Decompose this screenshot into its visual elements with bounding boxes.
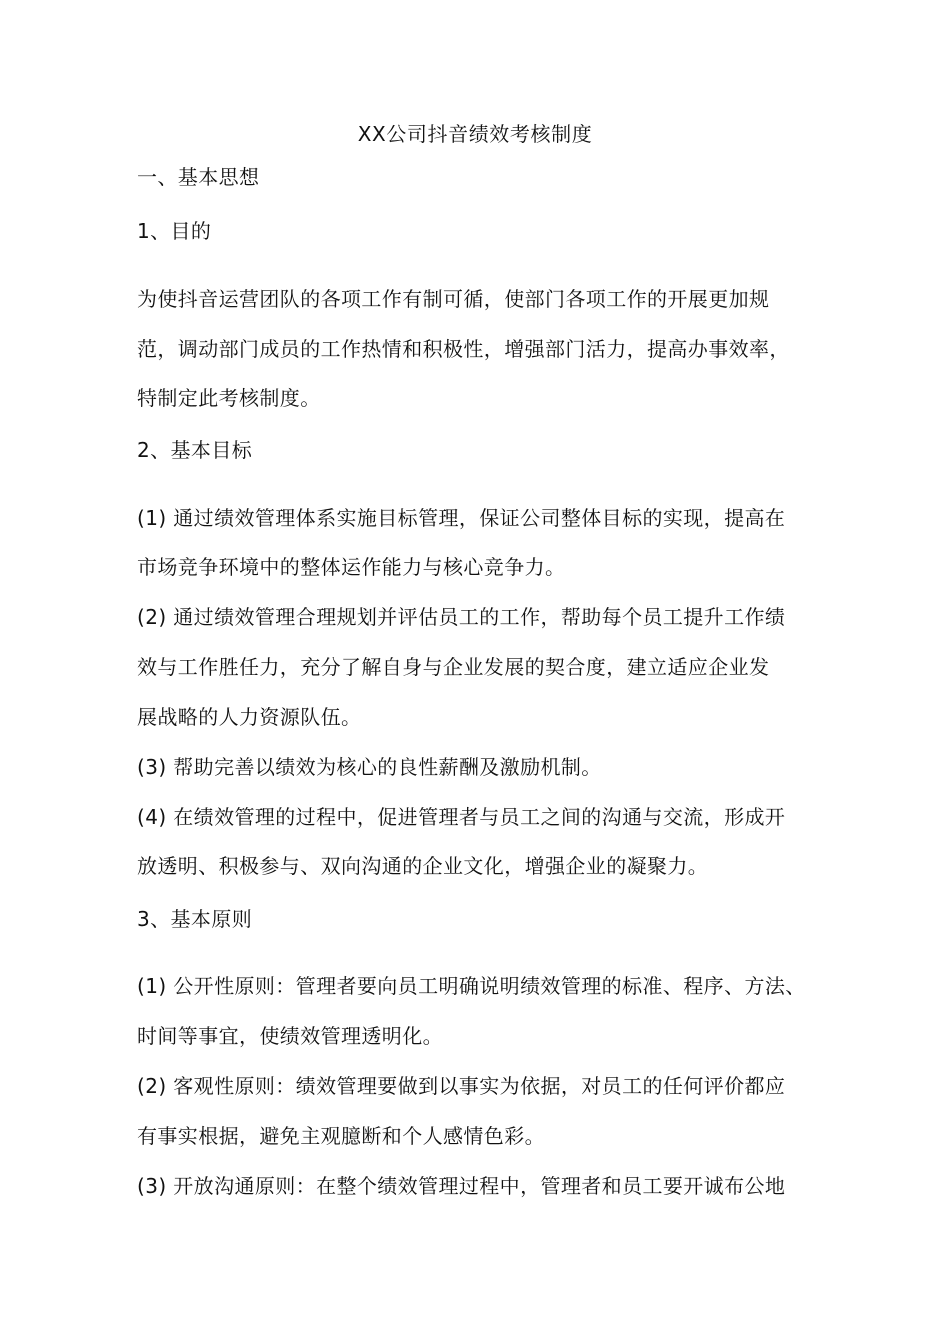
goals-line: 市场竞争环境中的整体运作能力与核心竞争力。 (137, 555, 566, 579)
goals-line: (2) 通过绩效管理合理规划并评估员工的工作，帮助每个员工提升工作绩 (137, 605, 786, 629)
principles-line: 有事实根据，避免主观臆断和个人感情色彩。 (137, 1124, 545, 1148)
principles-line: (1) 公开性原则：管理者要向员工明确说明绩效管理的标准、程序、方法、 (137, 974, 806, 998)
principles-line: (3) 开放沟通原则：在整个绩效管理过程中，管理者和员工要开诚布公地 (137, 1174, 786, 1198)
document-title: XX公司抖音绩效考核制度 (357, 122, 593, 146)
subheading-basic-principles: 3、基本原则 (137, 907, 253, 931)
goals-line: 展战略的人力资源队伍。 (137, 705, 362, 729)
purpose-line: 为使抖音运营团队的各项工作有制可循，使部门各项工作的开展更加规 (137, 287, 770, 311)
purpose-line: 范，调动部门成员的工作热情和积极性，增强部门活力，提高办事效率， (137, 337, 790, 361)
subheading-basic-goals: 2、基本目标 (137, 438, 253, 462)
principles-line: (2) 客观性原则：绩效管理要做到以事实为依据，对员工的任何评价都应 (137, 1074, 786, 1098)
goals-line: (4) 在绩效管理的过程中，促进管理者与员工之间的沟通与交流，形成开 (137, 805, 786, 829)
goals-line: (3) 帮助完善以绩效为核心的良性薪酬及激励机制。 (137, 755, 602, 779)
goals-line: 效与工作胜任力，充分了解自身与企业发展的契合度，建立适应企业发 (137, 655, 770, 679)
goals-line: (1) 通过绩效管理体系实施目标管理，保证公司整体目标的实现，提高在 (137, 506, 786, 530)
subheading-purpose: 1、目的 (137, 219, 212, 243)
purpose-line: 特制定此考核制度。 (137, 386, 321, 410)
section-heading-basic-ideas: 一、基本思想 (137, 165, 260, 189)
goals-line: 放透明、积极参与、双向沟通的企业文化，增强企业的凝聚力。 (137, 854, 709, 878)
principles-line: 时间等事宜，使绩效管理透明化。 (137, 1024, 443, 1048)
